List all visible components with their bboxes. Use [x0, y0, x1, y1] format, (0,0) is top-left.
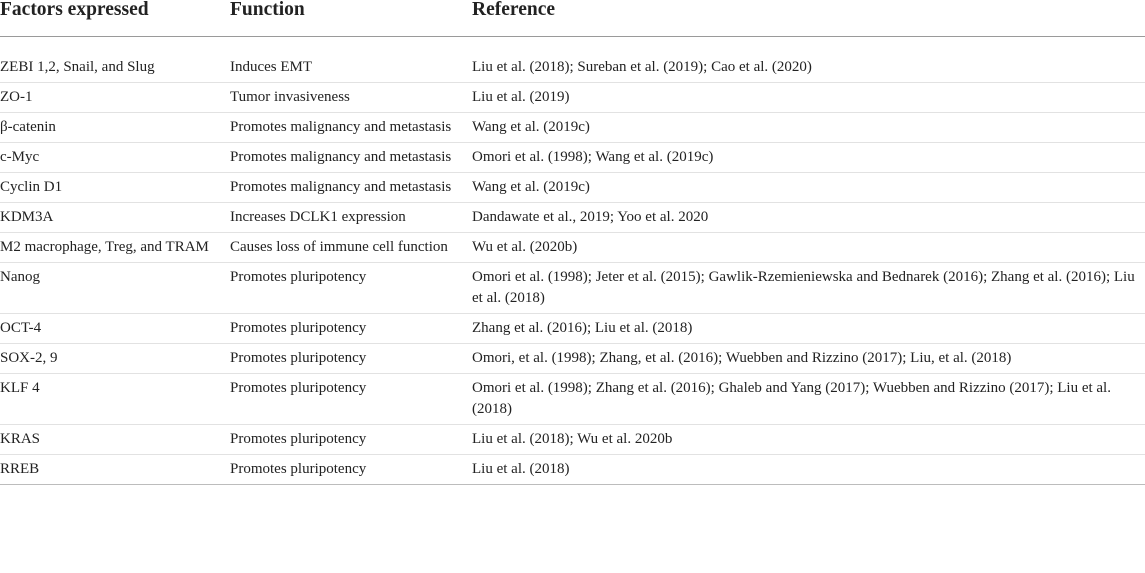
function-cell: Promotes pluripotency: [230, 461, 367, 477]
function-cell: Induces EMT: [230, 59, 313, 75]
reference-cell: Liu et al. (2018); Wu et al. 2020b: [472, 431, 673, 447]
table-row: [0, 374, 1145, 425]
factor-cell: c-Myc: [0, 149, 40, 165]
factor-cell: KLF 4: [0, 380, 40, 396]
function-cell: Promotes pluripotency: [230, 350, 367, 366]
factor-cell: ZEBI 1,2, Snail, and Slug: [0, 59, 155, 75]
function-cell: Promotes malignancy and metastasis: [230, 149, 452, 165]
factor-cell: M2 macrophage, Treg, and TRAM: [0, 239, 209, 255]
table-row: [0, 263, 1145, 314]
reference-cell: Dandawate et al., 2019; Yoo et al. 2020: [472, 209, 709, 225]
factor-cell: KRAS: [0, 431, 41, 447]
table-row: [0, 455, 1145, 485]
reference-cell: Liu et al. (2018); Sureban et al. (2019); Cao et al. (2020): [472, 59, 812, 75]
reference-cell: Omori et al. (1998); Jeter et al. (2015); Gawlik-Rzemieniewska and Bednarek (2016); Zhang et al. (2016); Liu et al. (2018): [472, 269, 1135, 306]
factor-cell: SOX-2, 9: [0, 350, 58, 366]
factor-cell: Cyclin D1: [0, 179, 63, 195]
header-factors-expressed: Factors expressed: [0, 0, 230, 37]
table-row: [0, 113, 1145, 143]
factor-cell: β-catenin: [0, 119, 56, 135]
table-row: [0, 425, 1145, 455]
reference-cell: Omori, et al. (1998); Zhang, et al. (2016); Wuebben and Rizzino (2017); Liu, et al. (2018): [472, 350, 1012, 366]
table-body: [0, 53, 1145, 485]
header-function: Function: [230, 0, 472, 37]
table-row: [0, 203, 1145, 233]
function-cell: Promotes malignancy and metastasis: [230, 179, 452, 195]
reference-cell: Wang et al. (2019c): [472, 179, 590, 195]
table-row: [0, 173, 1145, 203]
reference-cell: Zhang et al. (2016); Liu et al. (2018): [472, 320, 693, 336]
table-row: [0, 53, 1145, 83]
reference-cell: Wang et al. (2019c): [472, 119, 590, 135]
table-header: [0, 0, 1145, 53]
reference-cell: Wu et al. (2020b): [472, 239, 578, 255]
reference-cell: Omori et al. (1998); Wang et al. (2019c): [472, 149, 714, 165]
factor-cell: RREB: [0, 461, 40, 477]
header-reference: Reference: [472, 0, 1145, 37]
reference-cell: Liu et al. (2018): [472, 461, 570, 477]
table-row: [0, 233, 1145, 263]
factor-cell: Nanog: [0, 269, 40, 285]
function-cell: Causes loss of immune cell function: [230, 239, 448, 255]
reference-cell: Omori et al. (1998); Zhang et al. (2016); Ghaleb and Yang (2017); Wuebben and Rizzino (2017); Liu et al. (2018): [472, 380, 1111, 417]
table-row: [0, 314, 1145, 344]
table-row: [0, 83, 1145, 113]
function-cell: Promotes pluripotency: [230, 431, 367, 447]
table-row: [0, 344, 1145, 374]
table-row: [0, 143, 1145, 173]
function-cell: Promotes pluripotency: [230, 269, 367, 285]
header-row: [0, 0, 1145, 37]
factor-cell: ZO-1: [0, 89, 33, 105]
function-cell: Promotes pluripotency: [230, 380, 367, 396]
function-cell: Increases DCLK1 expression: [230, 209, 406, 225]
function-cell: Tumor invasiveness: [230, 89, 350, 105]
function-cell: Promotes malignancy and metastasis: [230, 119, 452, 135]
factor-cell: OCT-4: [0, 320, 42, 336]
factor-cell: KDM3A: [0, 209, 54, 225]
function-cell: Promotes pluripotency: [230, 320, 367, 336]
reference-cell: Liu et al. (2019): [472, 89, 570, 105]
